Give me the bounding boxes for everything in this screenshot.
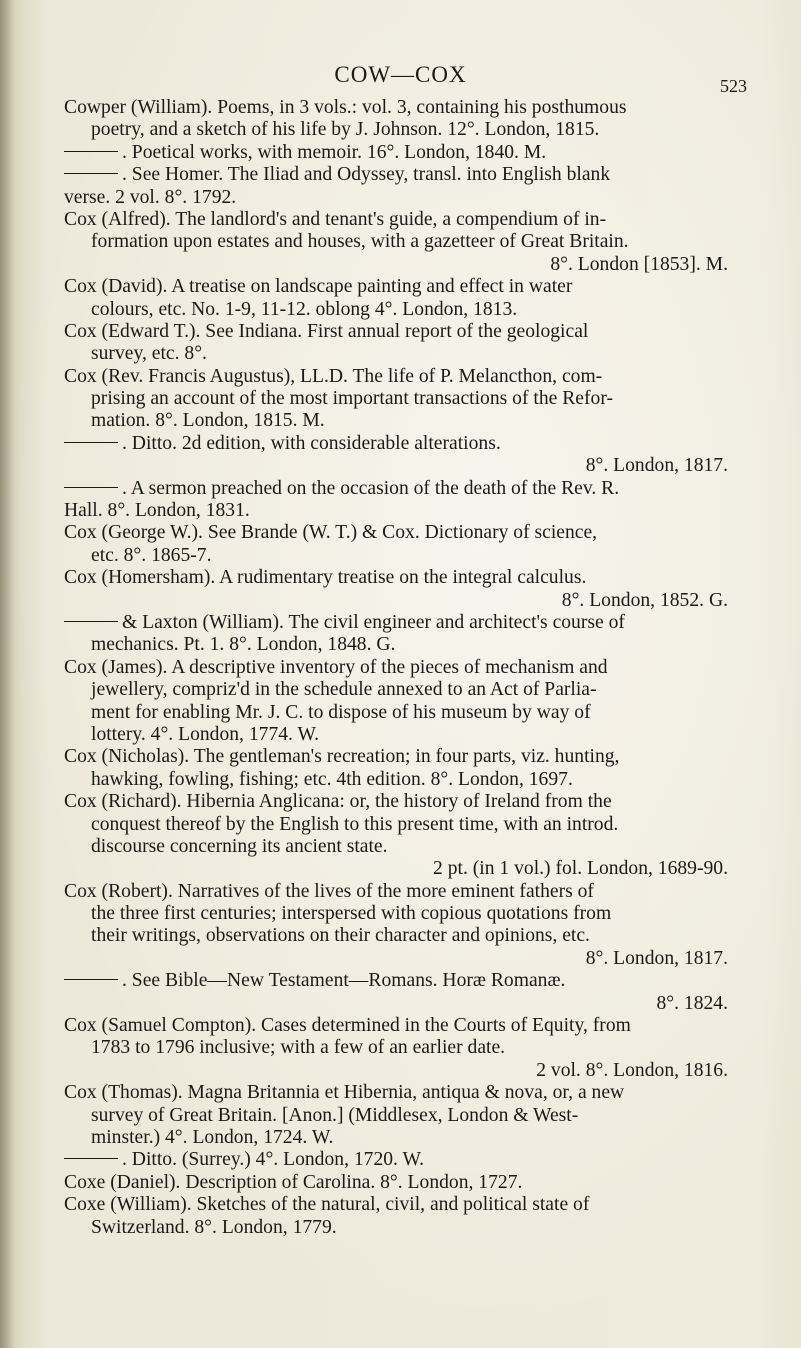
entry-line-text: & Laxton (William). The civil engineer and architect's course of [122, 611, 625, 633]
entry-line-text: colours, etc. No. 1-9, 11-12. oblong 4°. London, 1813. [91, 298, 518, 320]
ditto-dash [64, 979, 118, 980]
catalogue-entry [64, 567, 728, 612]
entry-line [64, 836, 728, 858]
entry-line-text: . See Homer. The Iliad and Odyssey, transl. into English blank [122, 164, 611, 186]
entry-line-text: Cox (James). A descriptive inventory of the pieces of mechanism and [64, 656, 608, 678]
entry-line-text: prising an account of the most important transactions of the Refor- [91, 388, 613, 410]
entry-line-text: Cox (George W.). See Brande (W. T.) & Cox. Dictionary of science, [64, 522, 598, 544]
entry-line [64, 299, 728, 321]
entry-line-text: mation. 8°. London, 1815. M. [91, 410, 325, 432]
entry-line [64, 993, 728, 1015]
catalogue-entry [64, 791, 728, 881]
entry-line-text: 2 pt. (in 1 vol.) fol. London, 1689-90. [433, 858, 728, 880]
entry-line [64, 1172, 728, 1194]
entry-line-text: Cox (Thomas). Magna Britannia et Hibernia, antiqua & nova, or, a new [64, 1082, 625, 1104]
entry-line [64, 500, 728, 522]
catalogue-entry [64, 321, 728, 366]
catalogue-entry [64, 1082, 728, 1149]
ditto-dash [64, 442, 118, 443]
entry-line [64, 1217, 728, 1239]
entry-line-text: Cox (Robert). Narratives of the lives of the more eminent fathers of [64, 880, 594, 902]
entry-line [64, 366, 728, 388]
catalogue-entry [64, 746, 728, 791]
entry-line [64, 769, 728, 791]
catalogue-entry [64, 612, 728, 657]
entry-line-text: hawking, fowling, fishing; etc. 4th edition. 8°. London, 1697. [91, 768, 573, 790]
entry-line [64, 209, 728, 231]
entry-line [64, 634, 728, 656]
ditto-dash [64, 173, 118, 174]
entry-line [64, 545, 728, 567]
entry-line-text: etc. 8°. 1865-7. [91, 544, 212, 566]
entry-line [64, 881, 728, 903]
entry-line [64, 276, 728, 298]
entry-line [64, 522, 728, 544]
entry-line [64, 791, 728, 813]
entry-line-text: conquest thereof by the English to this present time, with an introd. [91, 813, 619, 835]
entry-line [64, 433, 728, 455]
entry-line-text: Cox (Homersham). A rudimentary treatise on the integral calculus. [64, 567, 587, 589]
entry-line [64, 97, 728, 119]
catalogue-entry [64, 1172, 728, 1194]
entry-line-text: Cox (David). A treatise on landscape painting and effect in water [64, 276, 573, 298]
entry-line-text: Cox (Edward T.). See Indiana. First annual report of the geological [64, 320, 589, 342]
catalogue-entry [64, 433, 728, 478]
entry-line [64, 231, 728, 253]
catalogue-entry [64, 657, 728, 747]
entry-line-text: . Ditto. (Surrey.) 4°. London, 1720. W. [122, 1149, 425, 1171]
catalogue-entry [64, 522, 728, 567]
entry-line [64, 590, 728, 612]
entry-line [64, 903, 728, 925]
ditto-dash [64, 487, 118, 488]
entry-line [64, 478, 728, 500]
entry-line [64, 410, 728, 432]
entry-line [64, 1105, 728, 1127]
entry-line [64, 187, 728, 209]
catalogue-entry [64, 478, 728, 523]
entry-line [64, 321, 728, 343]
entry-line-text: Cox (Samuel Compton). Cases determined in the Courts of Equity, from [64, 1015, 631, 1037]
entry-line-text: 8°. London [1853]. M. [550, 253, 728, 275]
entry-line-text: 8°. 1824. [656, 992, 728, 1014]
entry-line [64, 1015, 728, 1037]
entry-line-text: 2 vol. 8°. London, 1816. [536, 1059, 728, 1081]
catalogue-entry [64, 1194, 728, 1239]
ditto-dash [64, 1158, 118, 1159]
entry-line-text: poetry, and a sketch of his life by J. Johnson. 12°. London, 1815. [91, 119, 600, 141]
entry-line-text: mechanics. Pt. 1. 8°. London, 1848. G. [91, 634, 396, 656]
entry-line-text: ment for enabling Mr. J. C. to dispose of his museum by way of [91, 701, 591, 723]
entry-line [64, 567, 728, 589]
entry-line-text: Cox (Nicholas). The gentleman's recreation; in four parts, viz. hunting, [64, 746, 620, 768]
entry-line [64, 142, 728, 164]
entry-line-text: Hall. 8°. London, 1831. [64, 500, 250, 522]
entry-line-text: jewellery, compriz'd in the schedule annexed to an Act of Parlia- [91, 679, 597, 701]
page-number: 523 [720, 76, 747, 96]
entry-line-text: survey of Great Britain. [Anon.] (Middlesex, London & West- [91, 1104, 579, 1126]
entry-line [64, 388, 728, 410]
entry-line [64, 724, 728, 746]
entry-line-text: Cowper (William). Poems, in 3 vols.: vol. 3, containing his posthumous [64, 97, 627, 118]
catalogue-entry [64, 142, 728, 164]
entry-line-text: Coxe (Daniel). Description of Carolina. 8°. London, 1727. [64, 1171, 523, 1193]
entry-line-text: lottery. 4°. London, 1774. W. [91, 723, 320, 745]
entry-line-text: minster.) 4°. London, 1724. W. [91, 1126, 334, 1148]
catalogue-entry [64, 1149, 728, 1171]
entry-line-text: formation upon estates and houses, with a gazetteer of Great Britain. [91, 231, 629, 253]
entry-line [64, 1060, 728, 1082]
spine-shadow [0, 0, 14, 1348]
entry-line-text: discourse concerning its ancient state. [91, 835, 388, 857]
catalogue-entry [64, 276, 728, 321]
entry-line-text: 8°. London, 1817. [585, 455, 728, 477]
entry-line-text: Coxe (William). Sketches of the natural, civil, and political state of [64, 1194, 590, 1216]
entry-line [64, 1127, 728, 1149]
entry-line-text: . See Bible—New Testament—Romans. Horæ Romanæ. [122, 970, 566, 992]
entry-line [64, 343, 728, 365]
entry-line [64, 970, 728, 992]
catalogue-entry [64, 366, 728, 433]
catalogue-entry [64, 209, 728, 276]
entry-line [64, 657, 728, 679]
entry-line-text: Switzerland. 8°. London, 1779. [91, 1216, 337, 1238]
entry-line [64, 1194, 728, 1216]
entry-line [64, 254, 728, 276]
catalogue-entry [64, 97, 728, 142]
entry-line-text: 8°. London, 1852. G. [561, 589, 728, 611]
ditto-dash [64, 621, 118, 622]
entry-line-text: Cox (Rev. Francis Augustus), LL.D. The life of P. Melancthon, com- [64, 365, 603, 387]
entry-line [64, 119, 728, 141]
catalogue-entries [64, 97, 728, 1239]
entry-line-text: . Ditto. 2d edition, with considerable alterations. [122, 432, 501, 454]
entry-line [64, 455, 728, 477]
entry-line [64, 1149, 728, 1171]
entry-line-text: the three first centuries; interspersed with copious quotations from [91, 903, 612, 925]
entry-line [64, 948, 728, 970]
entry-line [64, 746, 728, 768]
entry-line [64, 679, 728, 701]
catalogue-entry [64, 970, 728, 1015]
entry-line [64, 1082, 728, 1104]
entry-line-text: Cox (Richard). Hibernia Anglicana: or, the history of Ireland from the [64, 791, 612, 813]
entry-line [64, 858, 728, 880]
catalogue-entry [64, 1015, 728, 1082]
entry-line [64, 702, 728, 724]
entry-line-text: survey, etc. 8°. [91, 343, 207, 365]
running-head: COW—COX [334, 62, 467, 87]
entry-line-text: . A sermon preached on the occasion of the death of the Rev. R. [122, 477, 620, 499]
entry-line [64, 814, 728, 836]
entry-line [64, 1037, 728, 1059]
entry-line [64, 612, 728, 634]
entry-line [64, 164, 728, 186]
entry-line-text: . Poetical works, with memoir. 16°. London, 1840. M. [122, 141, 547, 163]
entry-line-text: Cox (Alfred). The landlord's and tenant's guide, a compendium of in- [64, 208, 607, 230]
catalogue-entry [64, 881, 728, 971]
entry-line-text: 8°. London, 1817. [585, 947, 728, 969]
entry-line-text: their writings, observations on their character and opinions, etc. [91, 925, 590, 947]
entry-line-text: 1783 to 1796 inclusive; with a few of an earlier date. [91, 1037, 506, 1059]
catalogue-entry [64, 164, 728, 209]
ditto-dash [64, 151, 118, 152]
entry-line [64, 925, 728, 947]
entry-line-text: verse. 2 vol. 8°. 1792. [64, 186, 237, 208]
